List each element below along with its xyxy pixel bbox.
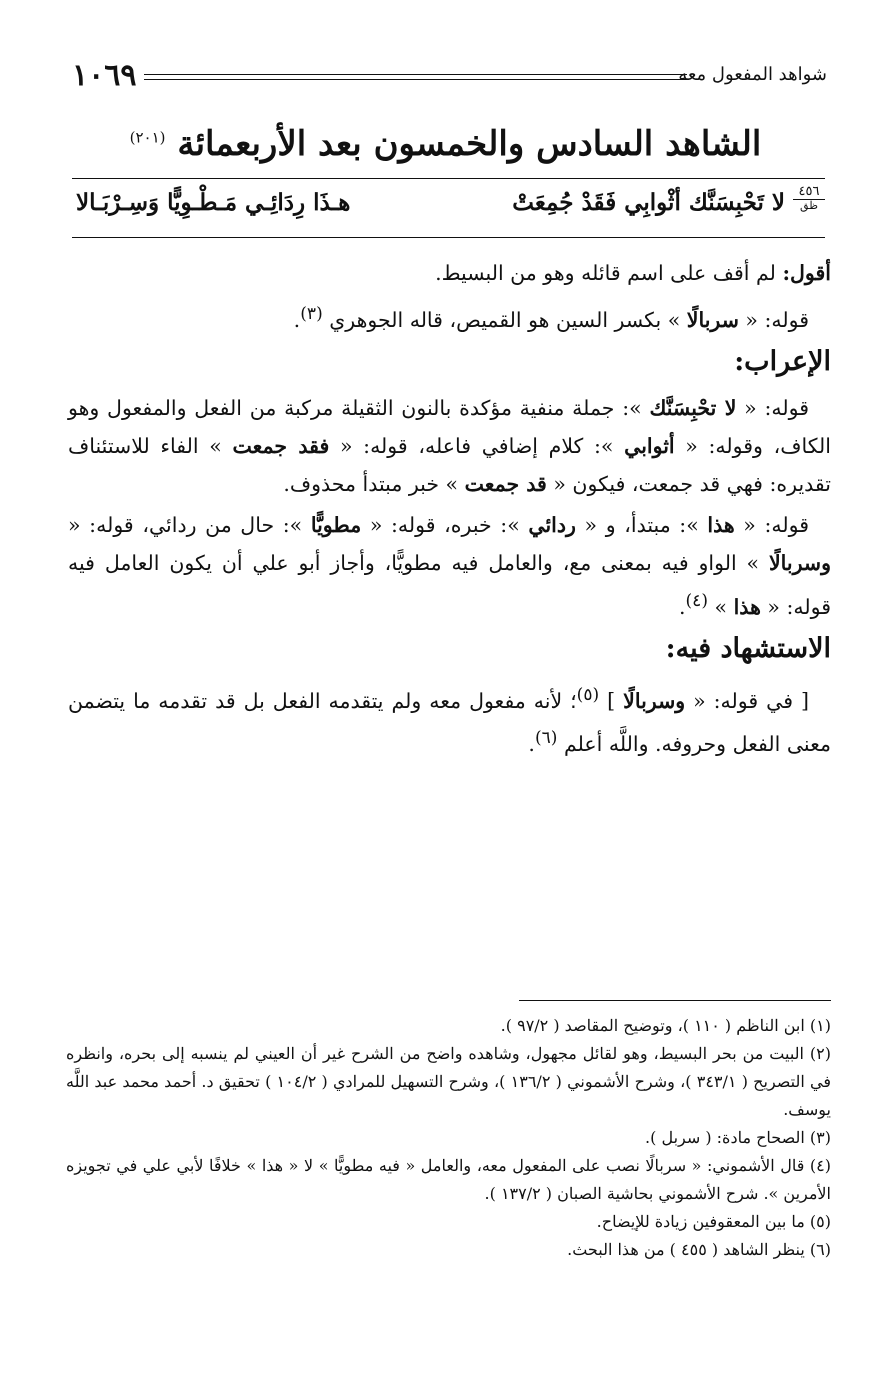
text-run: [ في قوله: « (685, 688, 810, 713)
bold-term: وسربالًا (768, 550, 831, 575)
text-run: » (708, 594, 734, 619)
heading-shahid: الاستشهاد فيه: (665, 632, 831, 664)
bold-term: هذا (733, 594, 761, 619)
verse-hemistich-second: هـذَا رِدَائِـي مَـطْـوِيًّا وَسِـرْبَـالا (76, 189, 351, 216)
footnote: (٤) قال الأشموني: « سربالًا نصب على المفعول معه، والعامل « فيه مطويًّا » لا « هذا » خلافًا لأبي علي في تجويزه الأمرين ». شرح الأشموني بحاشية الصبان ( ١٣٧/٢ ). (66, 1156, 831, 1203)
text-run: قوله: « (736, 395, 809, 420)
paragraph-author (68, 254, 831, 292)
text-run: ] (599, 688, 624, 713)
text-run: »: مبتدأ، و « (575, 512, 708, 537)
text-run: . (528, 732, 535, 757)
main-text (68, 254, 831, 766)
paragraph-irab-1 (68, 389, 831, 503)
footnote-ref: (٦) (534, 728, 558, 749)
section-title (72, 124, 819, 164)
bold-term: مطويًّا (310, 512, 362, 537)
verse-line (72, 178, 825, 238)
text-run: » الفاء للاستئناف تقديره: فهي قد جمعت، فيكون « (68, 433, 831, 496)
header-rule (144, 74, 687, 75)
paragraph-sirbal (68, 295, 831, 339)
footnote: (٢) البيت من بحر البسيط، وهو لقائل مجهول، وشاهده واضح من الشرح غير أن العيني لم ينسبه إلى بحره، وانظره في التصريح ( ٣٤٣/١ )، وشرح الأشموني ( ١٣٦/٢ )، وشرح التسهيل للمرادي ( ١٠٤/٢ ) تحقيق د. أحمد محمد عبد اللَّه يوسف. (66, 1044, 831, 1119)
text-run: ؛ لأنه مفعول معه ولم يتقدمه الفعل بل قد تقدمه ما يتضمن معنى الفعل وحروفه. واللَّه أعلم (68, 688, 831, 757)
footnote-ref: (٣) (300, 304, 323, 324)
title-text: الشاهد السادس والخمسون بعد الأربعمائة (177, 124, 762, 164)
bold-term: سربالًا (686, 307, 739, 332)
bold-label: أقول: (782, 261, 831, 285)
footnote-ref: (٥) (576, 684, 600, 705)
text-run: »: خبره، قوله: « (361, 512, 529, 537)
bold-term: قد جمعت (464, 471, 547, 496)
verse-meter-tag: ظق (800, 199, 818, 213)
text-run: » بكسر السين هو القميص، قاله الجوهري (322, 307, 687, 332)
paragraph-irab-2 (68, 506, 831, 626)
page-number: ١٠٦٩ (72, 58, 137, 93)
text-run: . (293, 307, 301, 332)
text-run: قوله: « (734, 512, 810, 537)
footnote: (٥) ما بين المعقوفين زيادة للإيضاح. (596, 1212, 831, 1231)
text-run: »: حال من ردائي، قوله: « (68, 512, 311, 537)
heading-irab: الإعراب: (734, 345, 831, 377)
running-header (72, 58, 827, 98)
footnote-separator (519, 1000, 831, 1001)
bold-term: وسربالًا (623, 688, 686, 713)
text-run: »: جملة منفية مؤكدة بالنون الثقيلة مركبة من الفعل والمفعول وهو الكاف، وقوله: « (68, 395, 831, 458)
bold-term: ردائي (528, 512, 576, 537)
text-run: قوله: « (738, 307, 809, 332)
verse-number-value: ٤٥٦ (793, 185, 825, 200)
bold-term: أثوابي (624, 433, 675, 458)
text-run: لم أقف على اسم قائله وهو من البسيط. (435, 261, 783, 285)
footnote: (٣) الصحاح مادة: ( سربل ). (645, 1128, 831, 1147)
bold-term: لا تحْبِسَنَّك (649, 395, 737, 420)
title-footnote-ref: (٢٠١) (129, 128, 166, 147)
bold-term: فقد جمعت (232, 433, 330, 458)
text-run: » الواو فيه بمعنى مع، والعامل فيه مطويًّا، وأجاز أبو علي أن يكون العامل فيه قوله: « (68, 550, 831, 619)
text-run: »: كلام إضافي فاعله، قوله: « (329, 433, 625, 458)
text-run: » خبر مبتدأ محذوف. (283, 471, 465, 496)
bold-term: هذا (707, 512, 735, 537)
footnote-ref: (٤) (685, 590, 709, 611)
verse-number (793, 185, 825, 212)
header-rule (144, 79, 687, 80)
footnote: (٦) ينظر الشاهد ( ٤٥٥ ) من هذا البحث. (567, 1240, 831, 1259)
verse-hemistich-first: لا تَحْبِسَنَّك أثْوابِي فَقَدْ جُمِعَتْ (512, 189, 785, 216)
text-run: . (678, 594, 686, 619)
footnote: (١) ابن الناظم ( ١١٠ )، وتوضيح المقاصد ( ٩٧/٢ ). (500, 1016, 831, 1035)
footnotes (66, 1012, 831, 1264)
paragraph-shahid (68, 676, 831, 764)
running-title: شواهد المفعول معه (678, 64, 827, 85)
